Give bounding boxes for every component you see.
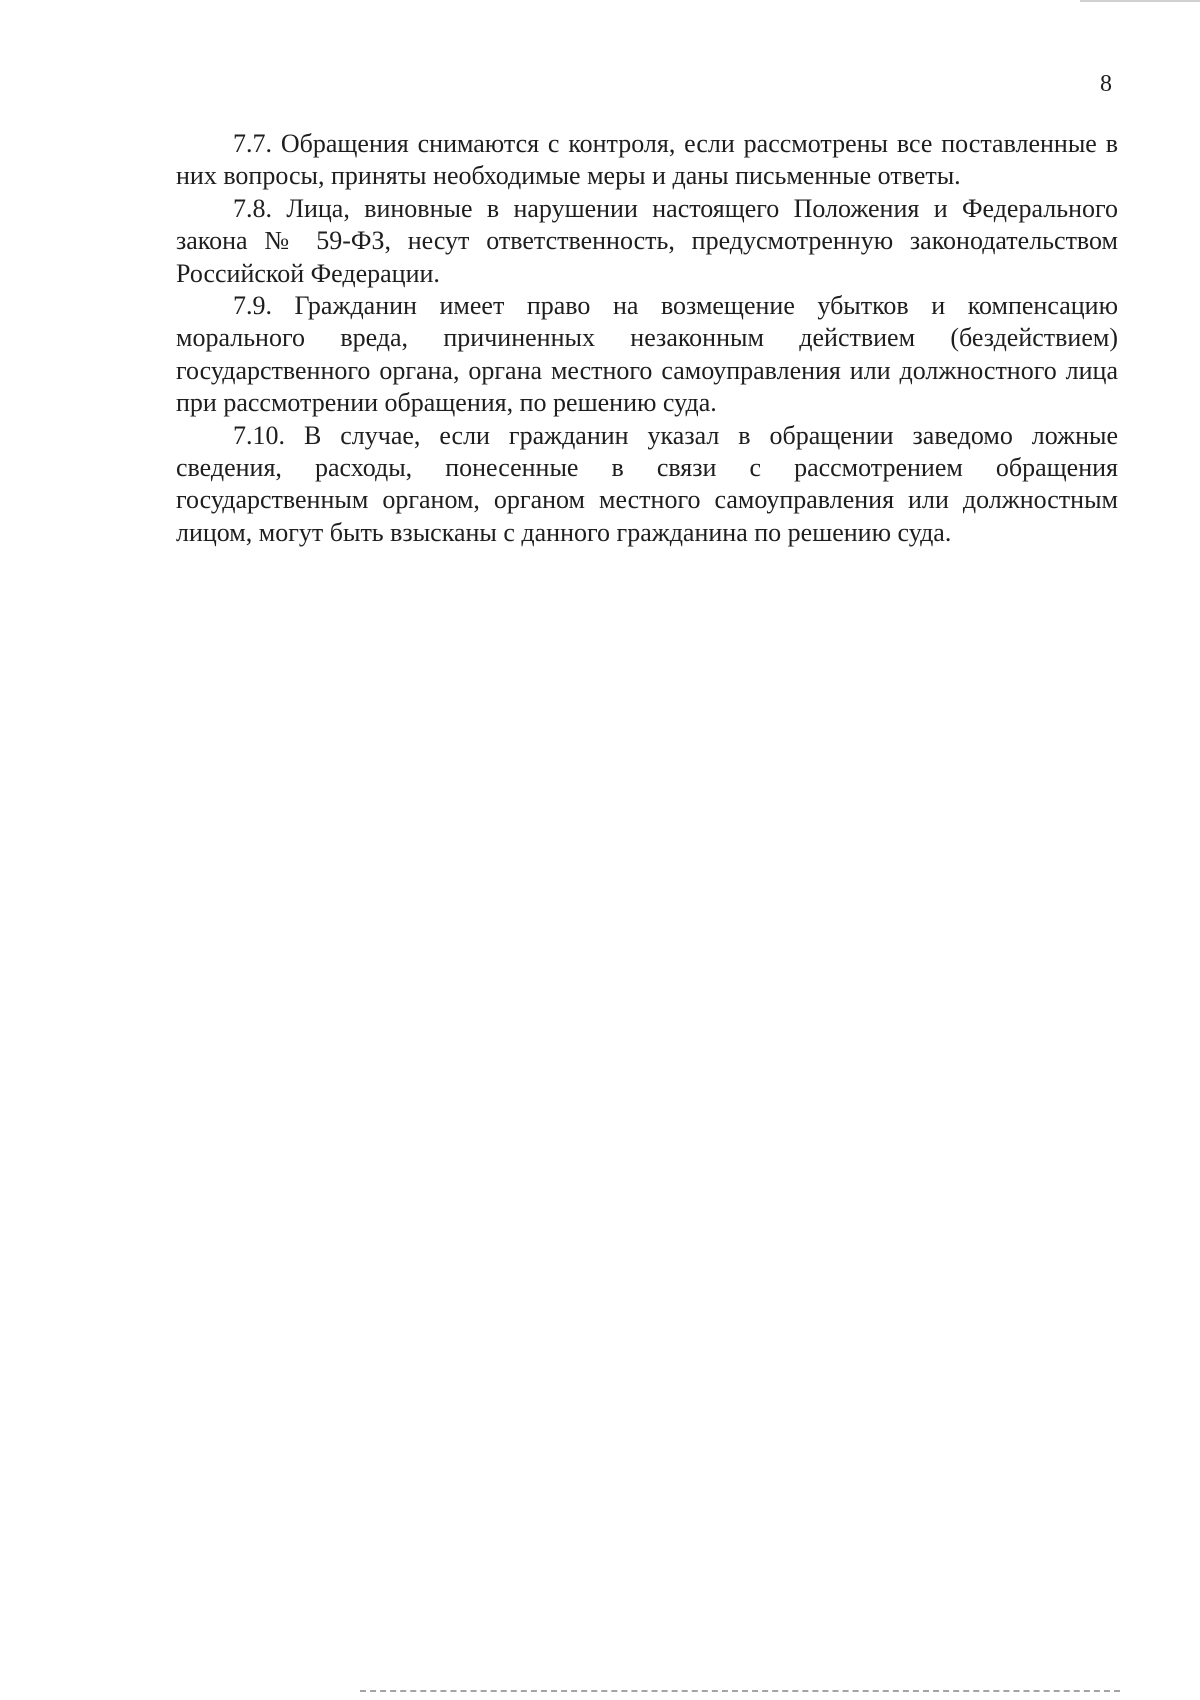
document-body xyxy=(176,128,1118,549)
paragraph-7-7: 7.7. Обращения снимаются с контроля, если рассмотрены все поставленные в них вопросы, приняты необходимые меры и даны письменные ответы. xyxy=(176,129,1118,191)
page-number: 8 xyxy=(1100,71,1112,97)
paragraph-7-9: 7.9. Гражданин имеет право на возмещение убытков и компенсацию морального вреда, причиненных незаконным действием (бездействием) государственного органа, органа местного самоуправления или должностного лица при рассмотрении обращения, по решению суда. xyxy=(176,291,1118,418)
paragraph-7-10: 7.10. В случае, если гражданин указал в обращении заведомо ложные сведения, расходы, понесенные в связи с рассмотрением обращения государственным органом, органом местного самоуправления или должностным лицом, могут быть взысканы с данного гражданина по решению суда. xyxy=(176,420,1118,547)
scan-edge-mark xyxy=(1080,0,1200,2)
paragraph-7-8: 7.8. Лица, виновные в нарушении настоящего Положения и Федерального закона № 59-ФЗ, несут ответственность, предусмотренную законодательством Российской Федерации. xyxy=(176,193,1118,288)
scan-edge-line xyxy=(360,1690,1120,1692)
